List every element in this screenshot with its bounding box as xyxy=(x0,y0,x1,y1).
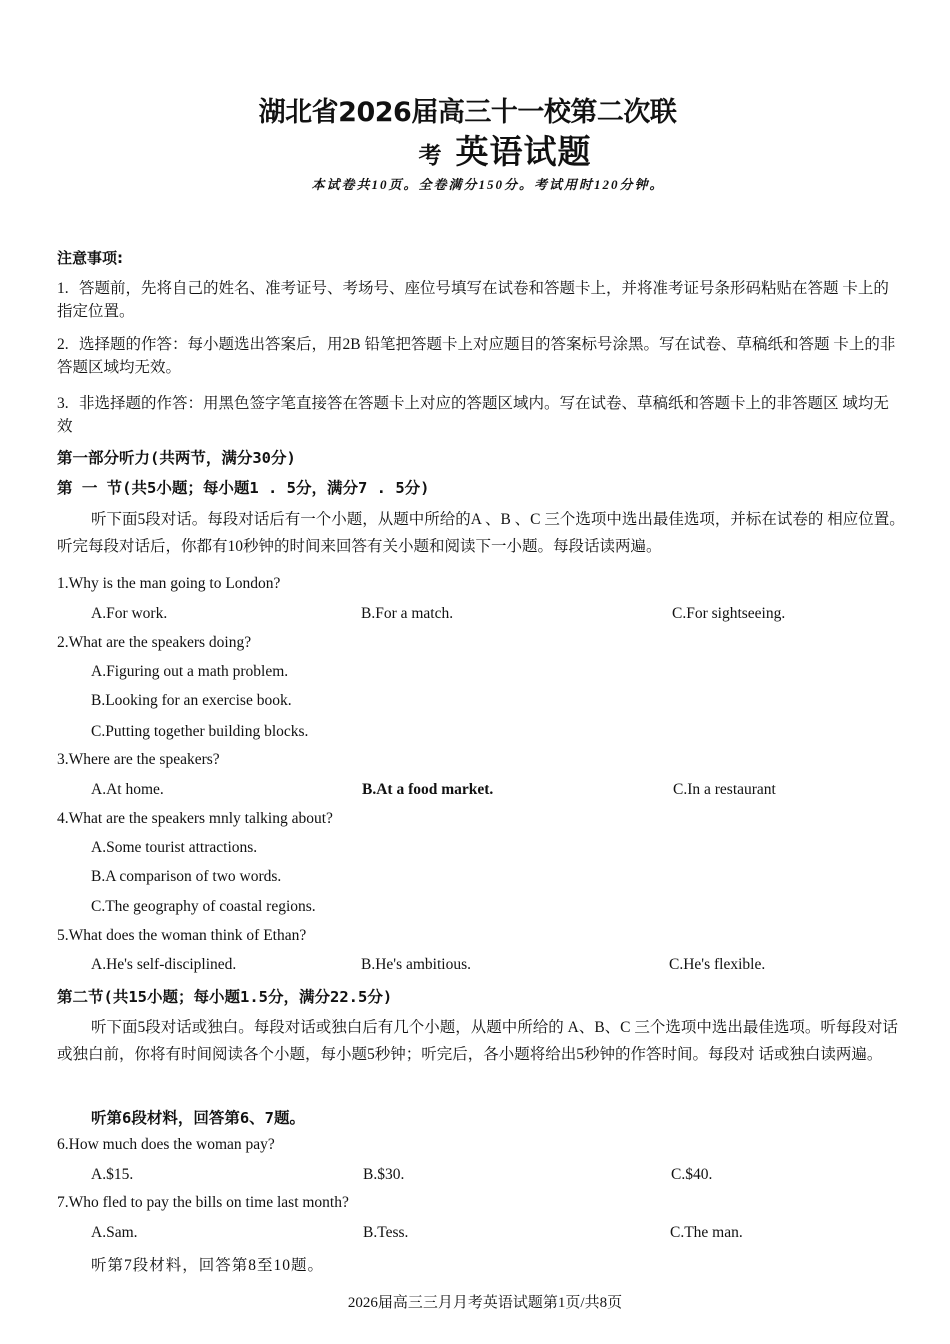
q2-option-a: A.Figuring out a math problem. xyxy=(91,663,289,680)
q6-option-b: B.$30. xyxy=(363,1166,405,1183)
q5-option-b: B.He's ambitious. xyxy=(361,956,471,973)
title-line-2-prefix: 考 xyxy=(418,143,442,169)
section1-title: 第 一 节(共5小题；每小题1 . 5分，满分7 . 5分) xyxy=(57,479,430,497)
section2-instructions: 听下面5段对话或独白。每段对话或独白后有几个小题，从题中所给的 A、B、C 三个选项中选出最佳选项。听每段对话或独白前，你将有时间阅读各个小题，每小题5秒钟；听完后，各小题将给出5秒钟的作答时间。每段对 话或独白读两遍。 xyxy=(57,1019,898,1063)
title-line-1: 湖北省2026届高三十一校第二次联 xyxy=(258,97,677,128)
notice-item-number: 1. xyxy=(57,280,69,297)
q3-option-a: A.At home. xyxy=(91,781,164,798)
q5-option-a: A.He's self-disciplined. xyxy=(91,956,237,973)
exam-subtitle: 本试卷共10页。全卷满分150分。考试用时120分钟。 xyxy=(311,177,665,192)
title-main: 英语试题 xyxy=(455,132,592,171)
q2-option-b: B.Looking for an exercise book. xyxy=(91,692,292,709)
q3-option-c: C.In a restaurant xyxy=(673,781,776,798)
q6-option-c: C.$40. xyxy=(671,1166,713,1183)
q7-option-a: A.Sam. xyxy=(91,1224,138,1241)
title-line-2 xyxy=(0,126,950,173)
question-6: 6.How much does the woman pay? xyxy=(57,1136,275,1153)
q6-option-a: A.$15. xyxy=(91,1166,134,1183)
question-1: 1.Why is the man going to London? xyxy=(57,575,281,592)
q2-option-c: C.Putting together building blocks. xyxy=(91,723,309,740)
q4-option-a: A.Some tourist attractions. xyxy=(91,839,258,856)
notice-item-2 xyxy=(57,333,897,379)
page-footer: 2026届高三三月月考英语试题第1页/共8页 xyxy=(347,1295,623,1311)
q1-option-b: B.For a match. xyxy=(361,605,454,622)
material-6-heading: 听第6段材料，回答第6、7题。 xyxy=(91,1109,305,1127)
notice-item-text: 非选择题的作答：用黑色签字笔直接答在答题卡上对应的答题区域内。写在试卷、草稿纸和答题卡上的非答题区 域均无效 xyxy=(57,395,889,435)
notice-item-3 xyxy=(57,392,897,438)
section1-instructions: 听下面5段对话。每段对话后有一个小题，从题中所给的A 、B 、C 三个选项中选出最佳选项，并标在试卷的 相应位置。听完每段对话后，你都有10秒钟的时间来回答有关小题和阅读下一小题。每段话读两遍。 xyxy=(57,511,905,555)
section2-title: 第二节(共15小题；每小题1.5分，满分22.5分) xyxy=(57,988,393,1006)
notice-item-number: 3. xyxy=(57,395,69,412)
q1-option-c: C.For sightseeing. xyxy=(672,605,786,622)
question-5: 5.What does the woman think of Ethan? xyxy=(57,927,307,944)
q1-option-a: A.For work. xyxy=(91,605,168,622)
question-4: 4.What are the speakers mnly talking about? xyxy=(57,810,333,827)
notice-item-text: 答题前，先将自己的姓名、准考证号、考场号、座位号填写在试卷和答题卡上，并将准考证号条形码粘贴在答题 卡上的指定位置。 xyxy=(57,280,889,320)
q4-option-c: C.The geography of coastal regions. xyxy=(91,898,316,915)
notice-item-number: 2. xyxy=(57,336,69,353)
notice-item-1 xyxy=(57,277,897,323)
q7-option-c: C.The man. xyxy=(670,1224,743,1241)
notice-title: 注意事项: xyxy=(57,249,123,267)
question-3: 3.Where are the speakers? xyxy=(57,751,220,768)
q4-option-b: B.A comparison of two words. xyxy=(91,868,282,885)
q5-option-c: C.He's flexible. xyxy=(669,956,766,973)
question-7: 7.Who fled to pay the bills on time last month? xyxy=(57,1194,349,1211)
material-7-heading: 听第7段材料，回答第8至10题。 xyxy=(91,1257,325,1274)
q7-option-b: B.Tess. xyxy=(363,1224,409,1241)
q3-option-b: B.At a food market. xyxy=(362,781,494,798)
question-2: 2.What are the speakers doing? xyxy=(57,634,252,651)
notice-item-text: 选择题的作答：每小题选出答案后，用2B 铅笔把答题卡上对应题目的答案标号涂黑。写在试卷、草稿纸和答题 卡上的非答题区域均无效。 xyxy=(57,336,896,376)
part1-title: 第一部分听力(共两节，满分30分) xyxy=(57,449,296,467)
